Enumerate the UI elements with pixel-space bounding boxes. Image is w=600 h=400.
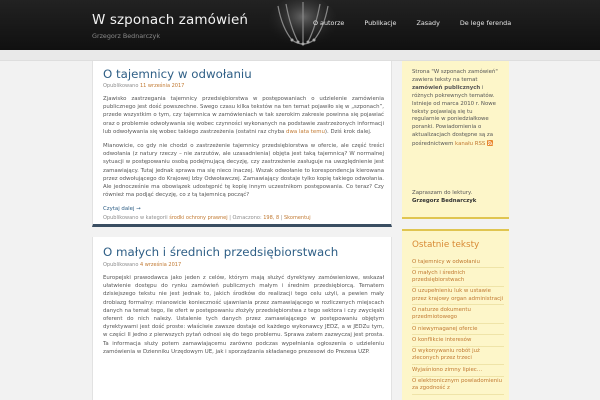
post-paragraph: Europejski prawodawca jako jeden z celów, którym mają służyć dyrektywy zamówieniowe, wskazał ułatwienie dostępu do rynku zamówień publicznych małym i średnim przedsiębiorcą. Tematem dzisiejszego tekstu nie jest jednak to, jakich środków do realizacji tego celu użyli, a pewien mały drobiazg formalny: mianowicie konieczność ujawniania przez zamawiającego w rozliczenych miejscach danych na temat tego, ile ofert w postępowaniu złożyły przedsiębiorstwa z tego sektora i czy zwycięski oferent do nich należy. Ustalenie tych danych przez zamawiającego w postępowaniu objętym dyrektywami jest dość proste: właściwie zawsze dostaje od każdego wykonawcy JEDZ, a w JEDZu tym, w części II jedno z pierwszych pytań odnosi się do tego problemu. Sprawa zatem zazwyczaj jest prosta. Ta informacja służy potem zamawiającemu zarówno podczas wypełniania ogłoszenia o udzieleniu zamówienia w Dzienniku Urzędowym UE, jak i sporządzania składanego prezesowi do Prezesa UZP.	[103, 275, 384, 355]
recent-post-item[interactable]	[412, 324, 504, 335]
about-signature	[412, 189, 504, 205]
recent-post-item[interactable]	[412, 305, 504, 324]
site-description: Grzegorz Bednarczyk	[92, 32, 161, 40]
recent-post-link[interactable]: O tajemnicy w odwołaniu	[412, 258, 480, 265]
post	[92, 237, 392, 400]
meta-tagged: Oznaczono:	[232, 215, 262, 221]
nav-item-o-autorze[interactable]: O autorze	[313, 19, 345, 27]
post-title[interactable]: O małych i średnich przedsiębiorstwach	[103, 245, 339, 259]
about-text-part: Strona "W szponach zamówień" zawiera teksty na temat	[412, 69, 498, 83]
header-subbar	[0, 50, 600, 61]
site-header	[0, 0, 600, 50]
site-title[interactable]: W szponach zamówień	[92, 12, 249, 28]
post-body	[103, 95, 384, 220]
post-text: ). Dziś krok dalej.	[324, 128, 372, 135]
meta-separator: |	[229, 215, 233, 221]
post-date	[103, 83, 184, 89]
about-bold: zamówień publicznych	[412, 84, 481, 91]
content-area	[92, 61, 392, 400]
post-meta	[103, 215, 311, 221]
about-text-part: i różnych pokrewnych tematów. Istnieje od marca 2010 r. Nowe teksty pojawiają się tu regularnie w poniedziałkowe poranki. Powiadomienia o aktualizacjach dostępne są za pośrednictwem	[412, 84, 496, 148]
main-nav	[303, 17, 521, 29]
rss-link[interactable]: kanału RSS	[455, 141, 486, 148]
tags-link[interactable]: 198, 8	[263, 215, 280, 221]
recent-post-link[interactable]: O niewymaganej ofercie	[412, 325, 478, 332]
recent-post-item[interactable]	[412, 377, 504, 396]
post-date-prefix: Opublikowano	[103, 262, 139, 268]
recent-post-item[interactable]	[412, 257, 504, 268]
nav-item-de-lege-ferenda[interactable]: De lege ferenda	[459, 19, 512, 27]
recent-post-item[interactable]	[412, 287, 504, 306]
recent-posts-title: Ostatnie teksty	[412, 240, 480, 250]
post-title[interactable]: O tajemnicy w odwołaniu	[103, 67, 252, 81]
nav-item-zasady[interactable]: Zasady	[416, 19, 440, 27]
recent-post-link[interactable]: O elektronicznym powiadomieniu za zgodność z	[412, 378, 503, 392]
comments-link[interactable]: Skomentuj	[284, 215, 311, 221]
about-text	[412, 69, 500, 149]
post-date-link[interactable]: 4 września 2017	[139, 262, 182, 268]
post	[92, 61, 392, 227]
recent-posts-list	[412, 257, 504, 395]
recent-post-link[interactable]: Wyjaśniono zimny lipiec…	[412, 366, 483, 373]
recent-post-link[interactable]: O wykonywaniu robót już zleconych przez trzeci	[412, 348, 480, 362]
recent-post-item[interactable]	[412, 365, 504, 376]
post-body	[103, 274, 384, 362]
about-widget	[402, 61, 509, 219]
post-date-link[interactable]: 11 września 2017	[139, 83, 185, 89]
read-more-link[interactable]: Czytaj dalej →	[103, 206, 141, 213]
post-paragraph	[103, 95, 384, 136]
recent-post-item[interactable]	[412, 335, 504, 346]
post-text: Zjawisko zastrzegania tajemnicy przedsiębiorstwa w postępowaniach o udzielenie zamówienia publicznego jest dość powszechne. Swego czasu kilka tekstów na ten temat pojawiło się w „szponach”, przede wszystkim o tym, czy tajemnica w zamówieniach w tak szerokim zakresie powinna się pojawiać oraz o problemie odwoływania się wobec czynności wykonanych na podstawie zastrzeżonych informacji lub odwoływania się wobec takiego zastrzeżenia (ostatni raz chyba	[103, 96, 384, 135]
recent-post-item[interactable]	[412, 268, 504, 287]
read-more	[103, 205, 384, 213]
recent-post-link[interactable]: O konflikcie interesów	[412, 336, 472, 343]
post-date	[103, 262, 181, 268]
recent-post-link[interactable]: O małych i średnich przedsiębiorstwach	[412, 269, 466, 284]
nav-item-publikacje[interactable]: Publikacje	[364, 19, 397, 27]
about-sign-intro: Zapraszam do lektury.	[412, 190, 473, 196]
post-paragraph: Mianowicie, co gdy nie chodzi o zastrzeżenie tajemnicy przedsiębiorstwa w ofercie, ale część treści odwołania (z natury rzeczy – nie zarzutów, ale uzasadnienia) objęta jest taką tajemnicą? W normalnej sytuacji w postępowaniu osobą podejmującą decyzję, czy zastrzeżenie zasługuje na uwzględnienie jest zamawiający. Tutaj jednak sprawa ma się nieco inaczej. Wszak odwołanie to korespondencja kierowana przez odwołującego do Krajowej Izby Odwoławczej. Zamawiający dostaje tylko kopię takiego odwołania. Ale jednocześnie ma obowiązek udostępnić tę kopię innym uczestnikom postępowania. Co teraz? Czy również ma podjąć decyzję, co z tą tajemnicą począć?	[103, 143, 384, 199]
recent-posts-widget	[402, 229, 509, 400]
recent-post-link[interactable]: O uzupełnieniu luk w ustawie przez krajowy organ administracji	[412, 288, 504, 302]
recent-post-item[interactable]	[412, 347, 504, 366]
meta-separator: |	[280, 215, 284, 221]
post-date-prefix: Opublikowano	[103, 83, 139, 89]
meta-posted-in: Opublikowano w kategorii	[103, 215, 168, 221]
inline-link[interactable]: dwa lata temu	[286, 128, 325, 135]
recent-post-link[interactable]: O naturze dokumentu przedmiotowego	[412, 306, 471, 321]
author-name: Grzegorz Bednarczyk	[412, 198, 477, 204]
rss-icon[interactable]	[487, 140, 493, 146]
category-link[interactable]: środki ochrony prawnej	[169, 215, 228, 221]
